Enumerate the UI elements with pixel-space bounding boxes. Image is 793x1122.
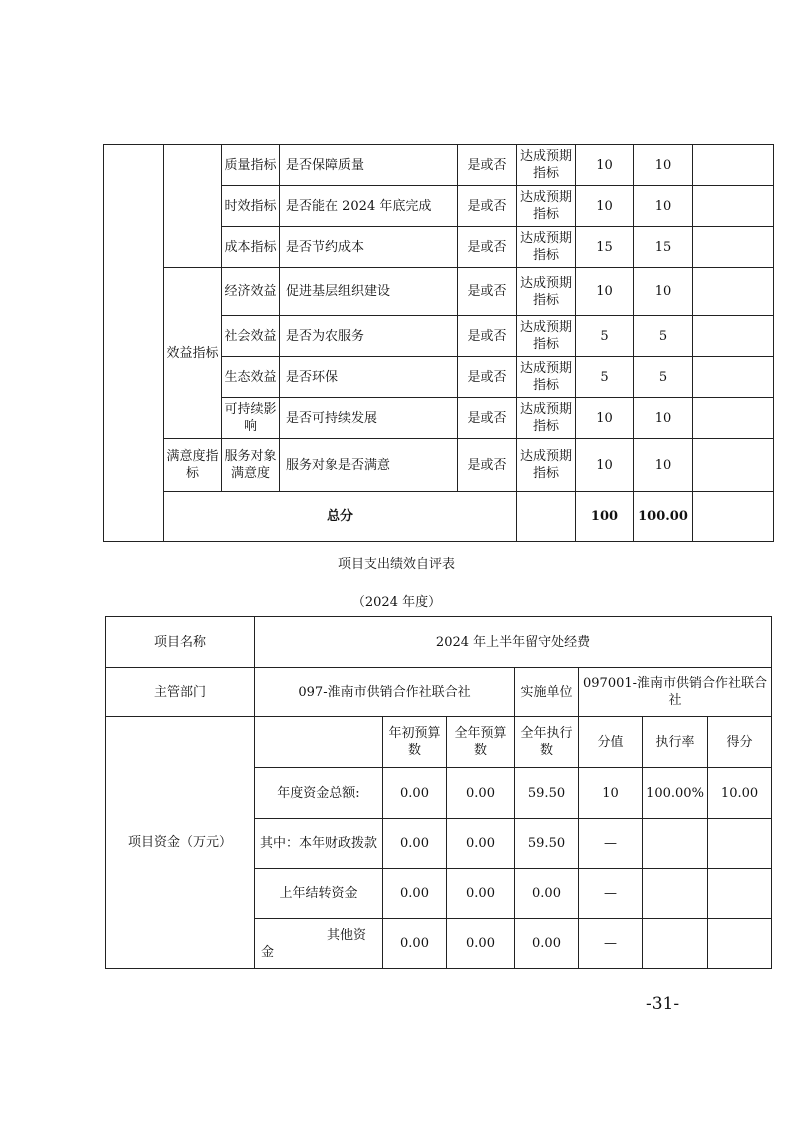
type-cell: 是或否 — [458, 357, 517, 398]
row-label: 年度资金总额: — [255, 768, 383, 819]
type-cell: 是或否 — [458, 186, 517, 227]
rate-cell — [643, 869, 708, 919]
annual-cell: 0.00 — [447, 869, 515, 919]
score-cell: 5 — [634, 357, 693, 398]
target-cell: 达成预期指标 — [517, 316, 576, 357]
col-header: 年初预算数 — [383, 717, 447, 768]
initial-cell: 0.00 — [383, 768, 447, 819]
remark-cell — [693, 492, 774, 542]
row-label-line2: 金 — [261, 944, 275, 960]
category-cell: 满意度指标 — [164, 439, 222, 492]
project-name-value: 2024 年上半年留守处经费 — [255, 617, 772, 668]
type-cell: 是或否 — [458, 398, 517, 439]
score-cell: 10.00 — [708, 768, 772, 819]
funds-label: 项目资金（万元） — [106, 717, 255, 969]
content-cell: 是否保障质量 — [280, 145, 458, 186]
initial-cell: 0.00 — [383, 869, 447, 919]
project-name-label: 项目名称 — [106, 617, 255, 668]
weight-cell: — — [579, 919, 643, 969]
target-cell: 达成预期指标 — [517, 227, 576, 268]
initial-cell: 0.00 — [383, 919, 447, 969]
annual-cell: 0.00 — [447, 919, 515, 969]
subcategory-cell: 时效指标 — [222, 186, 280, 227]
executed-cell: 59.50 — [515, 768, 579, 819]
subcategory-cell: 质量指标 — [222, 145, 280, 186]
score-cell: 10 — [634, 398, 693, 439]
table-row — [104, 439, 774, 492]
remark-cell — [693, 186, 774, 227]
blank-cell — [517, 492, 576, 542]
score-cell: 10 — [634, 268, 693, 316]
weight-cell: — — [579, 869, 643, 919]
col-header: 得分 — [708, 717, 772, 768]
row-label: 上年结转资金 — [255, 869, 383, 919]
weight-cell: 10 — [576, 186, 634, 227]
score-cell: 5 — [634, 316, 693, 357]
table-row — [106, 668, 772, 717]
total-label: 总分 — [164, 492, 517, 542]
content-cell: 是否可持续发展 — [280, 398, 458, 439]
executed-cell: 59.50 — [515, 819, 579, 869]
table-row — [104, 145, 774, 186]
category-cell — [164, 145, 222, 268]
total-weight: 100 — [576, 492, 634, 542]
remark-cell — [693, 145, 774, 186]
row-label-line1: 其他资 — [326, 927, 366, 943]
col-header: 分值 — [579, 717, 643, 768]
weight-cell: 10 — [576, 268, 634, 316]
self-evaluation-table — [105, 616, 772, 969]
weight-cell: 10 — [576, 145, 634, 186]
performance-indicator-table — [103, 144, 774, 542]
score-cell — [708, 869, 772, 919]
weight-cell: 10 — [579, 768, 643, 819]
annual-cell: 0.00 — [447, 768, 515, 819]
score-cell — [708, 919, 772, 969]
subcategory-cell: 可持续影响 — [222, 398, 280, 439]
form-year: （2024 年度） — [351, 595, 442, 610]
row-label — [255, 919, 383, 969]
weight-cell: 5 — [576, 357, 634, 398]
score-cell: 10 — [634, 439, 693, 492]
blank-cell — [255, 717, 383, 768]
weight-cell: — — [579, 819, 643, 869]
content-cell: 是否为农服务 — [280, 316, 458, 357]
target-cell: 达成预期指标 — [517, 357, 576, 398]
table-row — [106, 617, 772, 668]
row-label: 其中：本年财政拨款 — [255, 819, 383, 869]
weight-cell: 5 — [576, 316, 634, 357]
remark-cell — [693, 357, 774, 398]
remark-cell — [693, 316, 774, 357]
target-cell: 达成预期指标 — [517, 439, 576, 492]
col-header: 全年执行数 — [515, 717, 579, 768]
blank-cell — [104, 145, 164, 542]
remark-cell — [693, 268, 774, 316]
annual-cell: 0.00 — [447, 819, 515, 869]
rate-cell: 100.00% — [643, 768, 708, 819]
remark-cell — [693, 439, 774, 492]
score-cell: 10 — [634, 145, 693, 186]
header-row — [106, 717, 772, 768]
col-header: 全年预算数 — [447, 717, 515, 768]
dept-value: 097-淮南市供销合作社联合社 — [255, 668, 515, 717]
total-row — [104, 492, 774, 542]
content-cell: 促进基层组织建设 — [280, 268, 458, 316]
content-cell: 是否环保 — [280, 357, 458, 398]
content-cell: 是否节约成本 — [280, 227, 458, 268]
subcategory-cell: 社会效益 — [222, 316, 280, 357]
type-cell: 是或否 — [458, 227, 517, 268]
form-title: 项目支出绩效自评表 — [337, 557, 455, 572]
remark-cell — [693, 398, 774, 439]
total-score: 100.00 — [634, 492, 693, 542]
weight-cell: 10 — [576, 398, 634, 439]
score-cell — [708, 819, 772, 869]
type-cell: 是或否 — [458, 439, 517, 492]
impl-unit-label: 实施单位 — [515, 668, 579, 717]
target-cell: 达成预期指标 — [517, 398, 576, 439]
remark-cell — [693, 227, 774, 268]
content-cell: 服务对象是否满意 — [280, 439, 458, 492]
type-cell: 是或否 — [458, 268, 517, 316]
subcategory-cell: 经济效益 — [222, 268, 280, 316]
subcategory-cell: 生态效益 — [222, 357, 280, 398]
target-cell: 达成预期指标 — [517, 268, 576, 316]
weight-cell: 15 — [576, 227, 634, 268]
rate-cell — [643, 919, 708, 969]
score-cell: 10 — [634, 186, 693, 227]
table-row — [104, 268, 774, 316]
subcategory-cell: 成本指标 — [222, 227, 280, 268]
content-cell: 是否能在 2024 年底完成 — [280, 186, 458, 227]
initial-cell: 0.00 — [383, 819, 447, 869]
score-cell: 15 — [634, 227, 693, 268]
rate-cell — [643, 819, 708, 869]
target-cell: 达成预期指标 — [517, 186, 576, 227]
impl-unit-value: 097001-淮南市供销合作社联合社 — [579, 668, 772, 717]
executed-cell: 0.00 — [515, 919, 579, 969]
category-cell: 效益指标 — [164, 268, 222, 439]
executed-cell: 0.00 — [515, 869, 579, 919]
target-cell: 达成预期指标 — [517, 145, 576, 186]
col-header: 执行率 — [643, 717, 708, 768]
type-cell: 是或否 — [458, 316, 517, 357]
page-number: -31- — [646, 994, 680, 1014]
weight-cell: 10 — [576, 439, 634, 492]
type-cell: 是或否 — [458, 145, 517, 186]
dept-label: 主管部门 — [106, 668, 255, 717]
subcategory-cell: 服务对象满意度 — [222, 439, 280, 492]
